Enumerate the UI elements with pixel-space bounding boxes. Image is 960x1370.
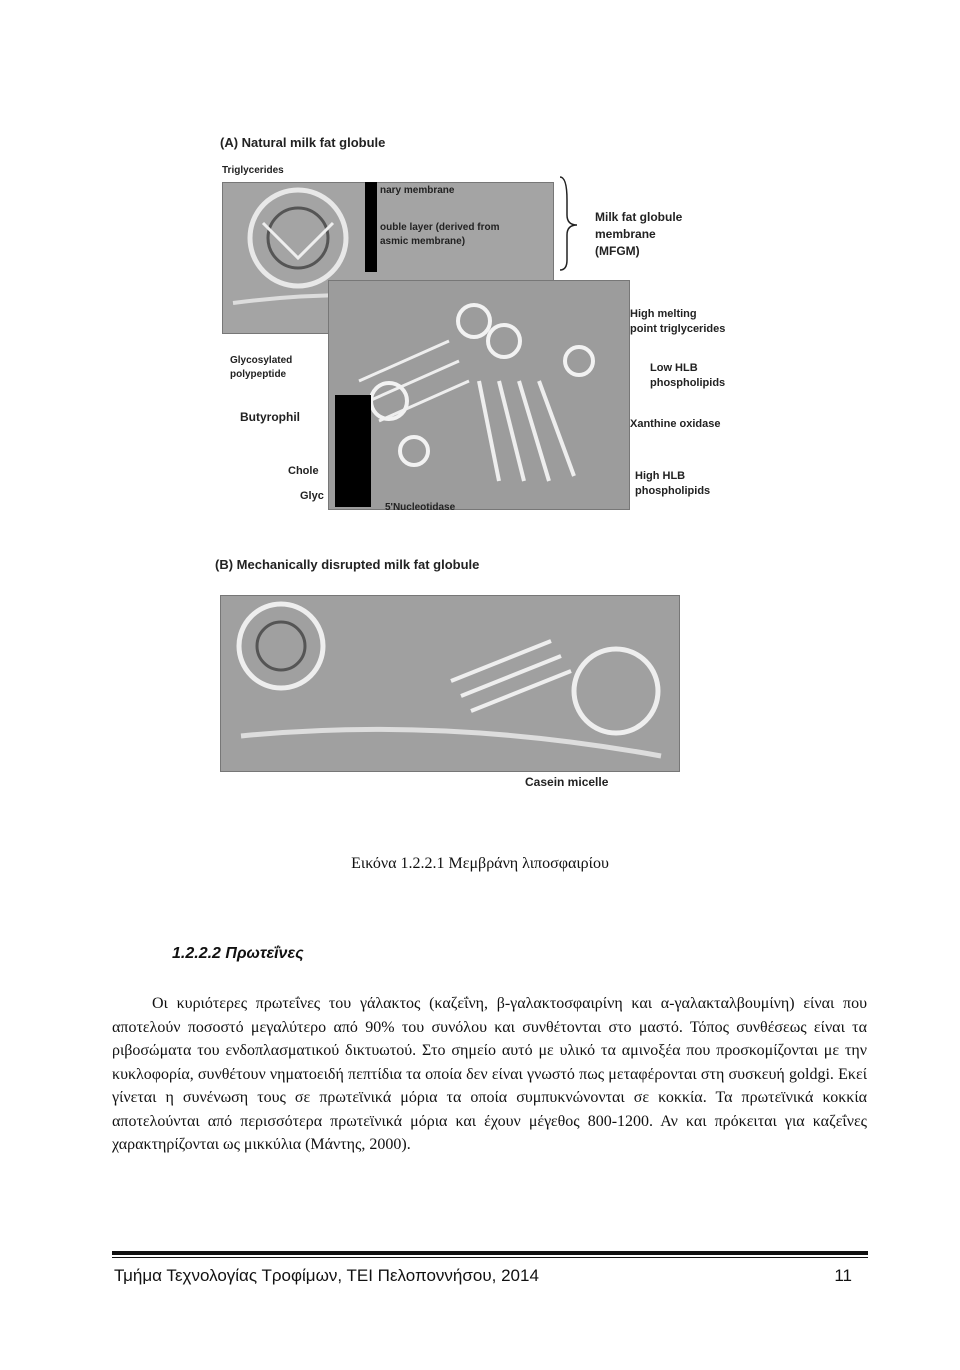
label-glycosylated-2: polypeptide <box>230 369 287 380</box>
body-paragraph: Οι κυριότερες πρωτεΐνες του γάλακτος (καζεΐνη, β-γαλακτοσφαιρίνη και α-γαλακταλβουμίνη) είναι που αποτελούν ποσοστό μεγαλύτερο από 90% του συνόλου και συνθέτονται στο μαστό. Τόπος συνθέσεως είναι τα ριβοσώματα του ενδοπλασματικού δικτυωτού. Στο σημείο αυτό με υλικό τα αμινοξέα που προσκομίζονται με την κυκλοφορία, συνθέτουν νηματοειδή πεπτίδια τα οποία δεν είναι γνωστό πως μεταφέρονται στη συσκευή goldgi. Εκεί γίνεται η συνένωση τους σε πρωτεϊνικά μόρια τα οποία συμπυκνώνονται σε κοκκία. Τα πρωτεϊνικά κοκκία αποτελούνται από περισσότερα πρωτεϊνικά μόρια και έχουν μέγεθος 800-1200. Αν και πρόκειται για καζεΐνες χαρακτηρίζονται ως μικκύλια (Μάντης, 2000). <box>112 995 867 1153</box>
label-high-hlb-1: High HLB <box>635 470 686 482</box>
redaction-bar-left <box>335 395 371 507</box>
figure-caption: Εικόνα 1.2.2.1 Μεμβράνη λιποσφαιρίου <box>351 855 609 872</box>
page-number: 11 <box>834 1266 852 1285</box>
label-glycosylated-1: Glycosylated <box>230 355 293 366</box>
section-heading: 1.2.2.2 Πρωτεΐνες <box>172 945 304 962</box>
mfgm-brace <box>555 175 595 275</box>
label-high-melting-1: High melting <box>630 308 697 320</box>
label-bilayer: ouble layer (derived from <box>380 222 500 233</box>
label-mfgm-2: membrane <box>595 227 656 241</box>
footer-rule-thin <box>112 1257 868 1258</box>
label-mfgm-3: (MFGM) <box>595 244 640 258</box>
label-low-hlb-1: Low HLB <box>650 362 698 374</box>
label-casein-micelle: Casein micelle <box>525 775 609 789</box>
label-high-melting-2: point triglycerides <box>630 323 726 335</box>
label-butyrophilin: Butyrophil <box>240 410 300 424</box>
label-chole: Chole <box>288 465 319 477</box>
label-glyc: Glyc <box>300 490 324 502</box>
panel-b-title: (B) Mechanically disrupted milk fat globule <box>215 557 480 572</box>
label-xanthine: Xanthine oxidase <box>630 418 721 430</box>
footer-rule-thick <box>112 1251 868 1255</box>
label-triglycerides: Triglycerides <box>222 165 284 176</box>
panel-a-title: (A) Natural milk fat globule <box>220 135 386 150</box>
membrane-photo-detail <box>328 280 630 510</box>
label-low-hlb-2: phospholipids <box>650 377 726 389</box>
label-primary-membrane: nary membrane <box>380 185 455 196</box>
disrupted-globule-photo <box>220 595 680 772</box>
label-mfgm-1: Milk fat globule <box>595 210 683 224</box>
milk-fat-globule-figure <box>200 130 760 810</box>
label-high-hlb-2: phospholipids <box>635 485 711 497</box>
label-nucleotidase: 5'Nucleotidase <box>385 502 456 513</box>
label-plasmic: asmic membrane) <box>380 236 466 247</box>
redaction-bar-top <box>365 182 377 272</box>
footer-institution: Τμήμα Τεχνολογίας Τροφίμων, ΤΕΙ Πελοποννήσου, 2014 <box>114 1266 539 1285</box>
